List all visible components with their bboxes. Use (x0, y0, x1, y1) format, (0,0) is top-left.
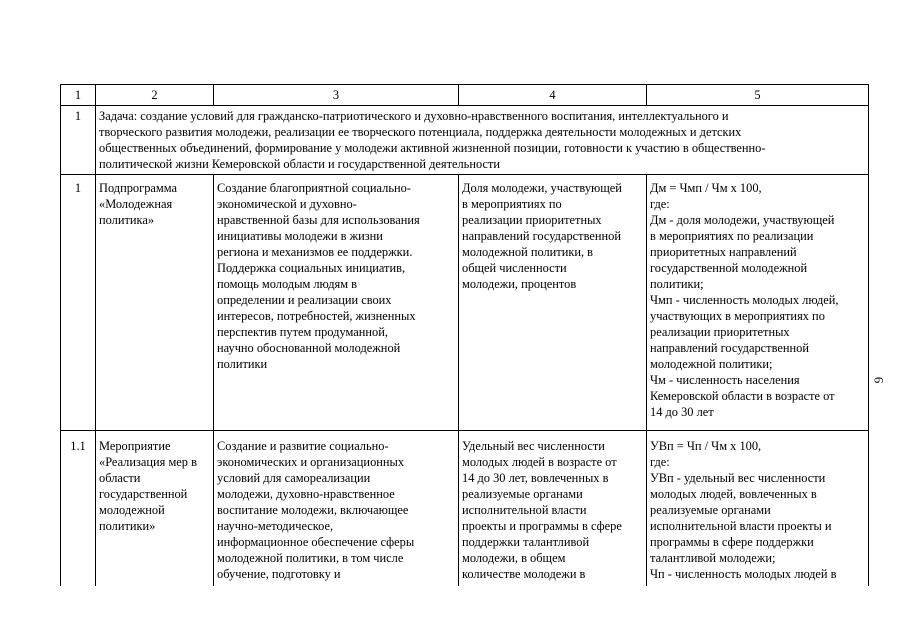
table-header-row (61, 85, 869, 106)
table-row (61, 431, 869, 587)
indicator-formula: Дм = Чмп / Чм x 100, где: Дм - доля молодежи, участвующей в мероприятиях по реализации приоритетных направлений государственной молодежной политики; Чмп - численность молодых людей, участвующих в мероприятиях по реализации приоритетных направлений государственной молодежной политики; Чм - численность населения Кемеровской области в возрасте от 14 до 30 лет (647, 175, 869, 431)
program-goal: Создание и развитие социально- экономических и организационных условий для самореализации молодежи, духовно-нравственное воспитание молодежи, включающее научно-методическое, информационное обеспечение сферы молодежной политики, в том числе обучение, подготовку и (214, 431, 459, 587)
indicator-formula: УВп = Чп / Чм x 100, где: УВп - удельный вес численности молодых людей, вовлеченных в реализуемые органами исполнительной власти проекты и программы в сфере поддержки талантливой молодежи; Чп - численность молодых людей в (647, 431, 869, 587)
row-number: 1.1 (61, 431, 96, 587)
column-header-1: 1 (61, 85, 96, 106)
indicator-name: Удельный вес численности молодых людей в возрасте от 14 до 30 лет, вовлеченных в реализуемые органами исполнительной власти проекты и программы в сфере поддержки талантливой молодежи, в общем количестве молодежи в (459, 431, 647, 587)
column-header-3: 3 (214, 85, 459, 106)
indicator-name: Доля молодежи, участвующей в мероприятиях по реализации приоритетных направлений государственной молодежной политики, в общей численности молодежи, процентов (459, 175, 647, 431)
task-row (61, 106, 869, 175)
task-number: 1 (61, 106, 96, 175)
column-header-2: 2 (96, 85, 214, 106)
row-number: 1 (61, 175, 96, 431)
table-row (61, 175, 869, 431)
task-text: Задача: создание условий для гражданско-патриотического и духовно-нравственного воспитания, интеллектуального и творческого развития молодежи, реализации ее творческого потенциала, поддержка деятельности молодежных и детских общественных объединений, формирование у молодежи активной жизненной позиции, готовности к участию в общественно- политической жизни Кемеровской области и государственной деятельности (96, 106, 869, 175)
program-name: Мероприятие «Реализация мер в области государственной молодежной политики» (96, 431, 214, 587)
page-number: 6 (871, 376, 887, 384)
column-header-4: 4 (459, 85, 647, 106)
indicators-table (60, 84, 869, 586)
program-goal: Создание благоприятной социально- экономической и духовно- нравственной базы для использования инициативы молодежи в жизни региона и механизмов ее поддержки. Поддержка социальных инициатив, помощь молодым людям в определении и реализации своих интересов, потребностей, жизненных перспектив путем продуманной, научно обоснованной молодежной политики (214, 175, 459, 431)
program-name: Подпрограмма «Молодежная политика» (96, 175, 214, 431)
column-header-5: 5 (647, 85, 869, 106)
